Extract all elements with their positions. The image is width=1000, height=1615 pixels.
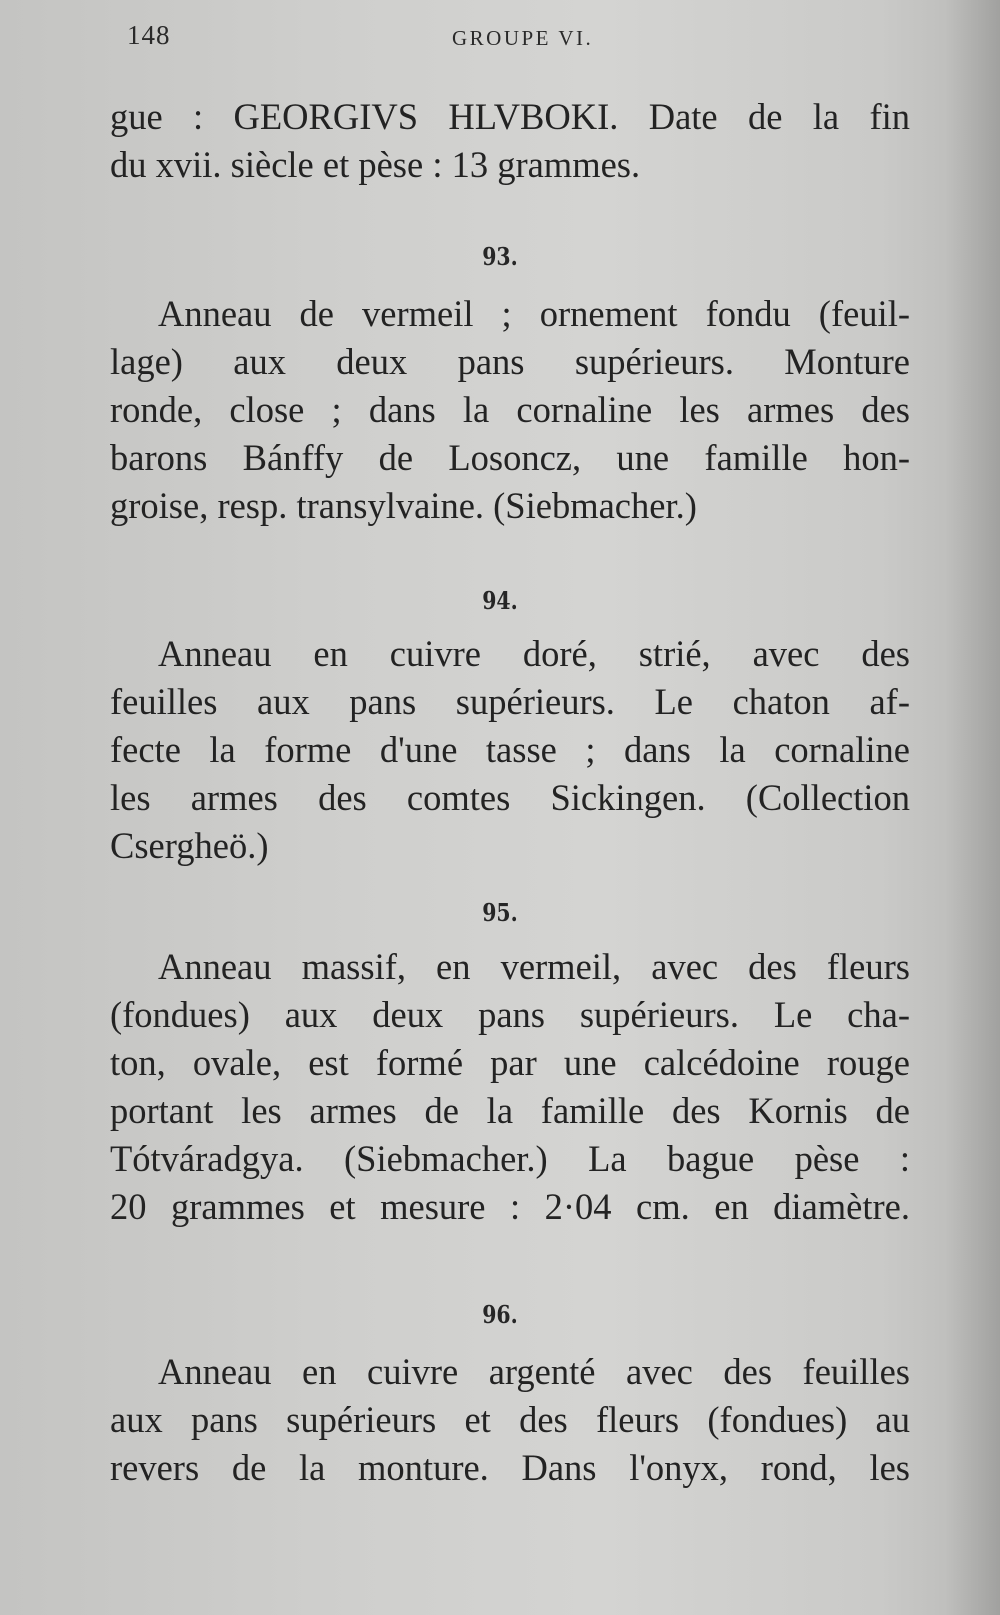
- text-line-wrap: [110, 943, 910, 992]
- entry-number: 95.: [482, 898, 518, 927]
- text-line-wrap: [110, 1444, 910, 1493]
- gutter-shadow: [945, 0, 1000, 1615]
- text-line-wrap: [110, 1039, 910, 1088]
- text-line: Anneau en cuivre argenté avec des feuilles: [158, 1351, 910, 1392]
- text-line-wrap: [110, 1396, 910, 1445]
- text-line-wrap: [110, 290, 910, 339]
- text-line: Csergheö.): [110, 825, 269, 866]
- text-line-wrap: [110, 482, 910, 531]
- text-line-wrap: [110, 1183, 910, 1232]
- text-line-wrap: [110, 726, 910, 775]
- text-line: Anneau en cuivre doré, strié, avec des: [158, 633, 910, 674]
- text-line: fecte la forme d'une tasse ; dans la cornaline: [110, 729, 910, 770]
- text-line: Anneau de vermeil ; ornement fondu (feuil-: [158, 293, 910, 334]
- text-line: ronde, close ; dans la cornaline les armes des: [110, 389, 910, 430]
- page-number: 148: [127, 20, 171, 50]
- text-line: du xvii. siècle et pèse : 13 grammes.: [110, 144, 641, 185]
- text-line-wrap: [110, 774, 910, 823]
- text-line: revers de la monture. Dans l'onyx, rond, les: [110, 1447, 910, 1488]
- text-line-wrap: [110, 1087, 910, 1136]
- text-line-wrap: [110, 678, 910, 727]
- text-line-wrap: [110, 386, 910, 435]
- text-line: ton, ovale, est formé par une calcédoine rouge: [110, 1042, 910, 1083]
- text-line: feuilles aux pans supérieurs. Le chaton af-: [110, 681, 910, 722]
- entry-number: 96.: [482, 1300, 518, 1329]
- text-line: barons Bánffy de Losoncz, une famille hon-: [110, 437, 910, 478]
- intro-paragraph: [110, 93, 910, 142]
- running-head: GROUPE VI.: [452, 26, 594, 50]
- text-line: Tótváradgya. (Siebmacher.) La bague pèse :: [110, 1138, 910, 1179]
- text-line-wrap: [110, 434, 910, 483]
- text-line-wrap: [110, 630, 910, 679]
- text-line: aux pans supérieurs et des fleurs (fondues) au: [110, 1399, 910, 1440]
- text-line: groise, resp. transylvaine. (Siebmacher.): [110, 485, 697, 526]
- text-line: Anneau massif, en vermeil, avec des fleurs: [158, 946, 910, 987]
- text-line: lage) aux deux pans supérieurs. Monture: [110, 341, 910, 382]
- text-line-wrap: [110, 1135, 910, 1184]
- entry-number: 93.: [482, 242, 518, 271]
- text-line: gue : GEORGIVS HLVBOKI. Date de la fin: [110, 96, 910, 137]
- text-line-wrap: [110, 991, 910, 1040]
- text-line-wrap: [110, 338, 910, 387]
- text-line: (fondues) aux deux pans supérieurs. Le cha-: [110, 994, 910, 1035]
- text-line: portant les armes de la famille des Kornis de: [110, 1090, 910, 1131]
- text-line: 20 grammes et mesure : 2·04 cm. en diamètre.: [110, 1186, 910, 1227]
- text-line-wrap: [110, 822, 910, 871]
- intro-paragraph-end: [110, 141, 910, 190]
- text-line-wrap: [110, 1348, 910, 1397]
- text-line: les armes des comtes Sickingen. (Collection: [110, 777, 910, 818]
- entry-number: 94.: [482, 586, 518, 615]
